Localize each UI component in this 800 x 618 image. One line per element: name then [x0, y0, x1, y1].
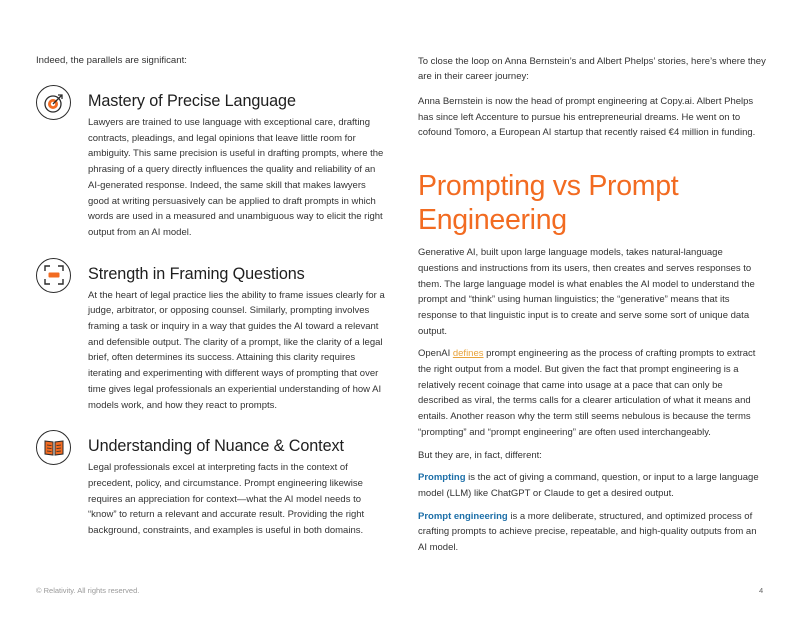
prompt-engineering-definition	[418, 509, 766, 556]
bernstein-phelps-paragraph: Anna Bernstein is now the head of prompt engineering at Copy.ai. Albert Phelps has since left Accenture to pursue his entrepreneurial dreams. He went on to cofound Tomoro, a European AI startup that recently raised €4 million in funding.	[418, 96, 756, 139]
left-intro: Indeed, the parallels are significant:	[36, 55, 187, 66]
section-heading: Prompting vs Prompt Engineering	[418, 170, 679, 237]
section-title: Strength in Framing Questions	[88, 264, 305, 283]
career-intro-paragraph: To close the loop on Anna Bernstein’s and Albert Phelps’ stories, here’s where they are in their career journey:	[418, 56, 766, 82]
frame-focus-icon	[36, 258, 71, 293]
prompting-definition	[418, 470, 766, 501]
section-title: Understanding of Nuance & Context	[88, 437, 344, 456]
left-column	[36, 54, 386, 539]
target-icon	[36, 85, 71, 120]
open-book-icon	[36, 430, 71, 465]
prompting-term: Prompting	[418, 472, 466, 484]
prompting-definition-text: is the act of giving a command, question, or input to a large language model (LLM) like ChatGPT or Claude to get a desired output.	[418, 472, 759, 499]
section-precise-language	[36, 91, 386, 241]
prompt-engineering-definition-text: is a more deliberate, structured, and optimized process of crafting prompts to achieve precise, repeatable, and high-quality outputs from an AI model.	[418, 510, 757, 554]
prompt-engineering-term: Prompt engineering	[418, 510, 508, 522]
section-body: At the heart of legal practice lies the ability to frame issues clearly for a judge, arbitrator, or opposing counsel. Similarly, prompting involves framing a task or inquiry in a way that guides the AI toward a relevant and defensible output. The clarity of a prompt, like the clarity of a legal brief, often determines its success. Attaining this clarity requires iterating and experimenting with different ways of prompting that over time gives legal professionals an experiential understanding of how AI models work, and how they react to prompts.	[88, 289, 385, 411]
openai-text-after: prompt engineering as the process of crafting prompts to extract the right output from a model. But given the fact that prompt engineering is a relatively recent coinage that came into usage at a pace that can only be described as viral, the terms calls for a clearer articulation of what it means and entails. Another reason why the term still seems nebulous is because the terms “prompting” and “prompt engineering” are often used interchangeably.	[418, 348, 756, 438]
section-framing-questions	[36, 264, 386, 414]
generative-ai-paragraph: Generative AI, built upon large language models, takes natural-language questions and instructions from its users, then creates and serves responses to them. The large language model is what enables the AI model to understand the prompt and “think” using human linguistics; the “generative” means that its response to that linguistic input is to create and serve some sort of unique data output.	[418, 247, 755, 337]
openai-paragraph	[418, 346, 766, 440]
section-nuance-context	[36, 436, 386, 539]
section-title: Mastery of Precise Language	[88, 92, 296, 110]
right-column	[418, 54, 766, 563]
defines-link[interactable]: defines	[452, 348, 484, 360]
different-paragraph: But they are, in fact, different:	[418, 449, 542, 461]
openai-text-before: OpenAI	[418, 348, 453, 360]
page-number: 4	[759, 586, 764, 595]
section-body: Legal professionals excel at interpreting facts in the context of precedent, policy, and circumstance. Prompt engineering likewise requires an appreciation for context—what the AI model needs to “know” to return a relevant and accurate result. Providing the right background, constraints, and examples is useful in both domains.	[88, 462, 365, 537]
footer-copyright: © Relativity. All rights reserved.	[36, 586, 140, 595]
section-body: Lawyers are trained to use language with exceptional care, drafting contracts, pleadings, and legal opinions that leave little room for ambiguity. This same precision is useful in drafting prompts, where the phrasing of a query directly influences the quality and reliability of an AI-generated response. Indeed, the same skill that makes lawyers good at writing persuasively can be applied to draft prompts in which words are used in a measured and unambiguous way to elicit the right output from an AI model.	[88, 117, 384, 238]
